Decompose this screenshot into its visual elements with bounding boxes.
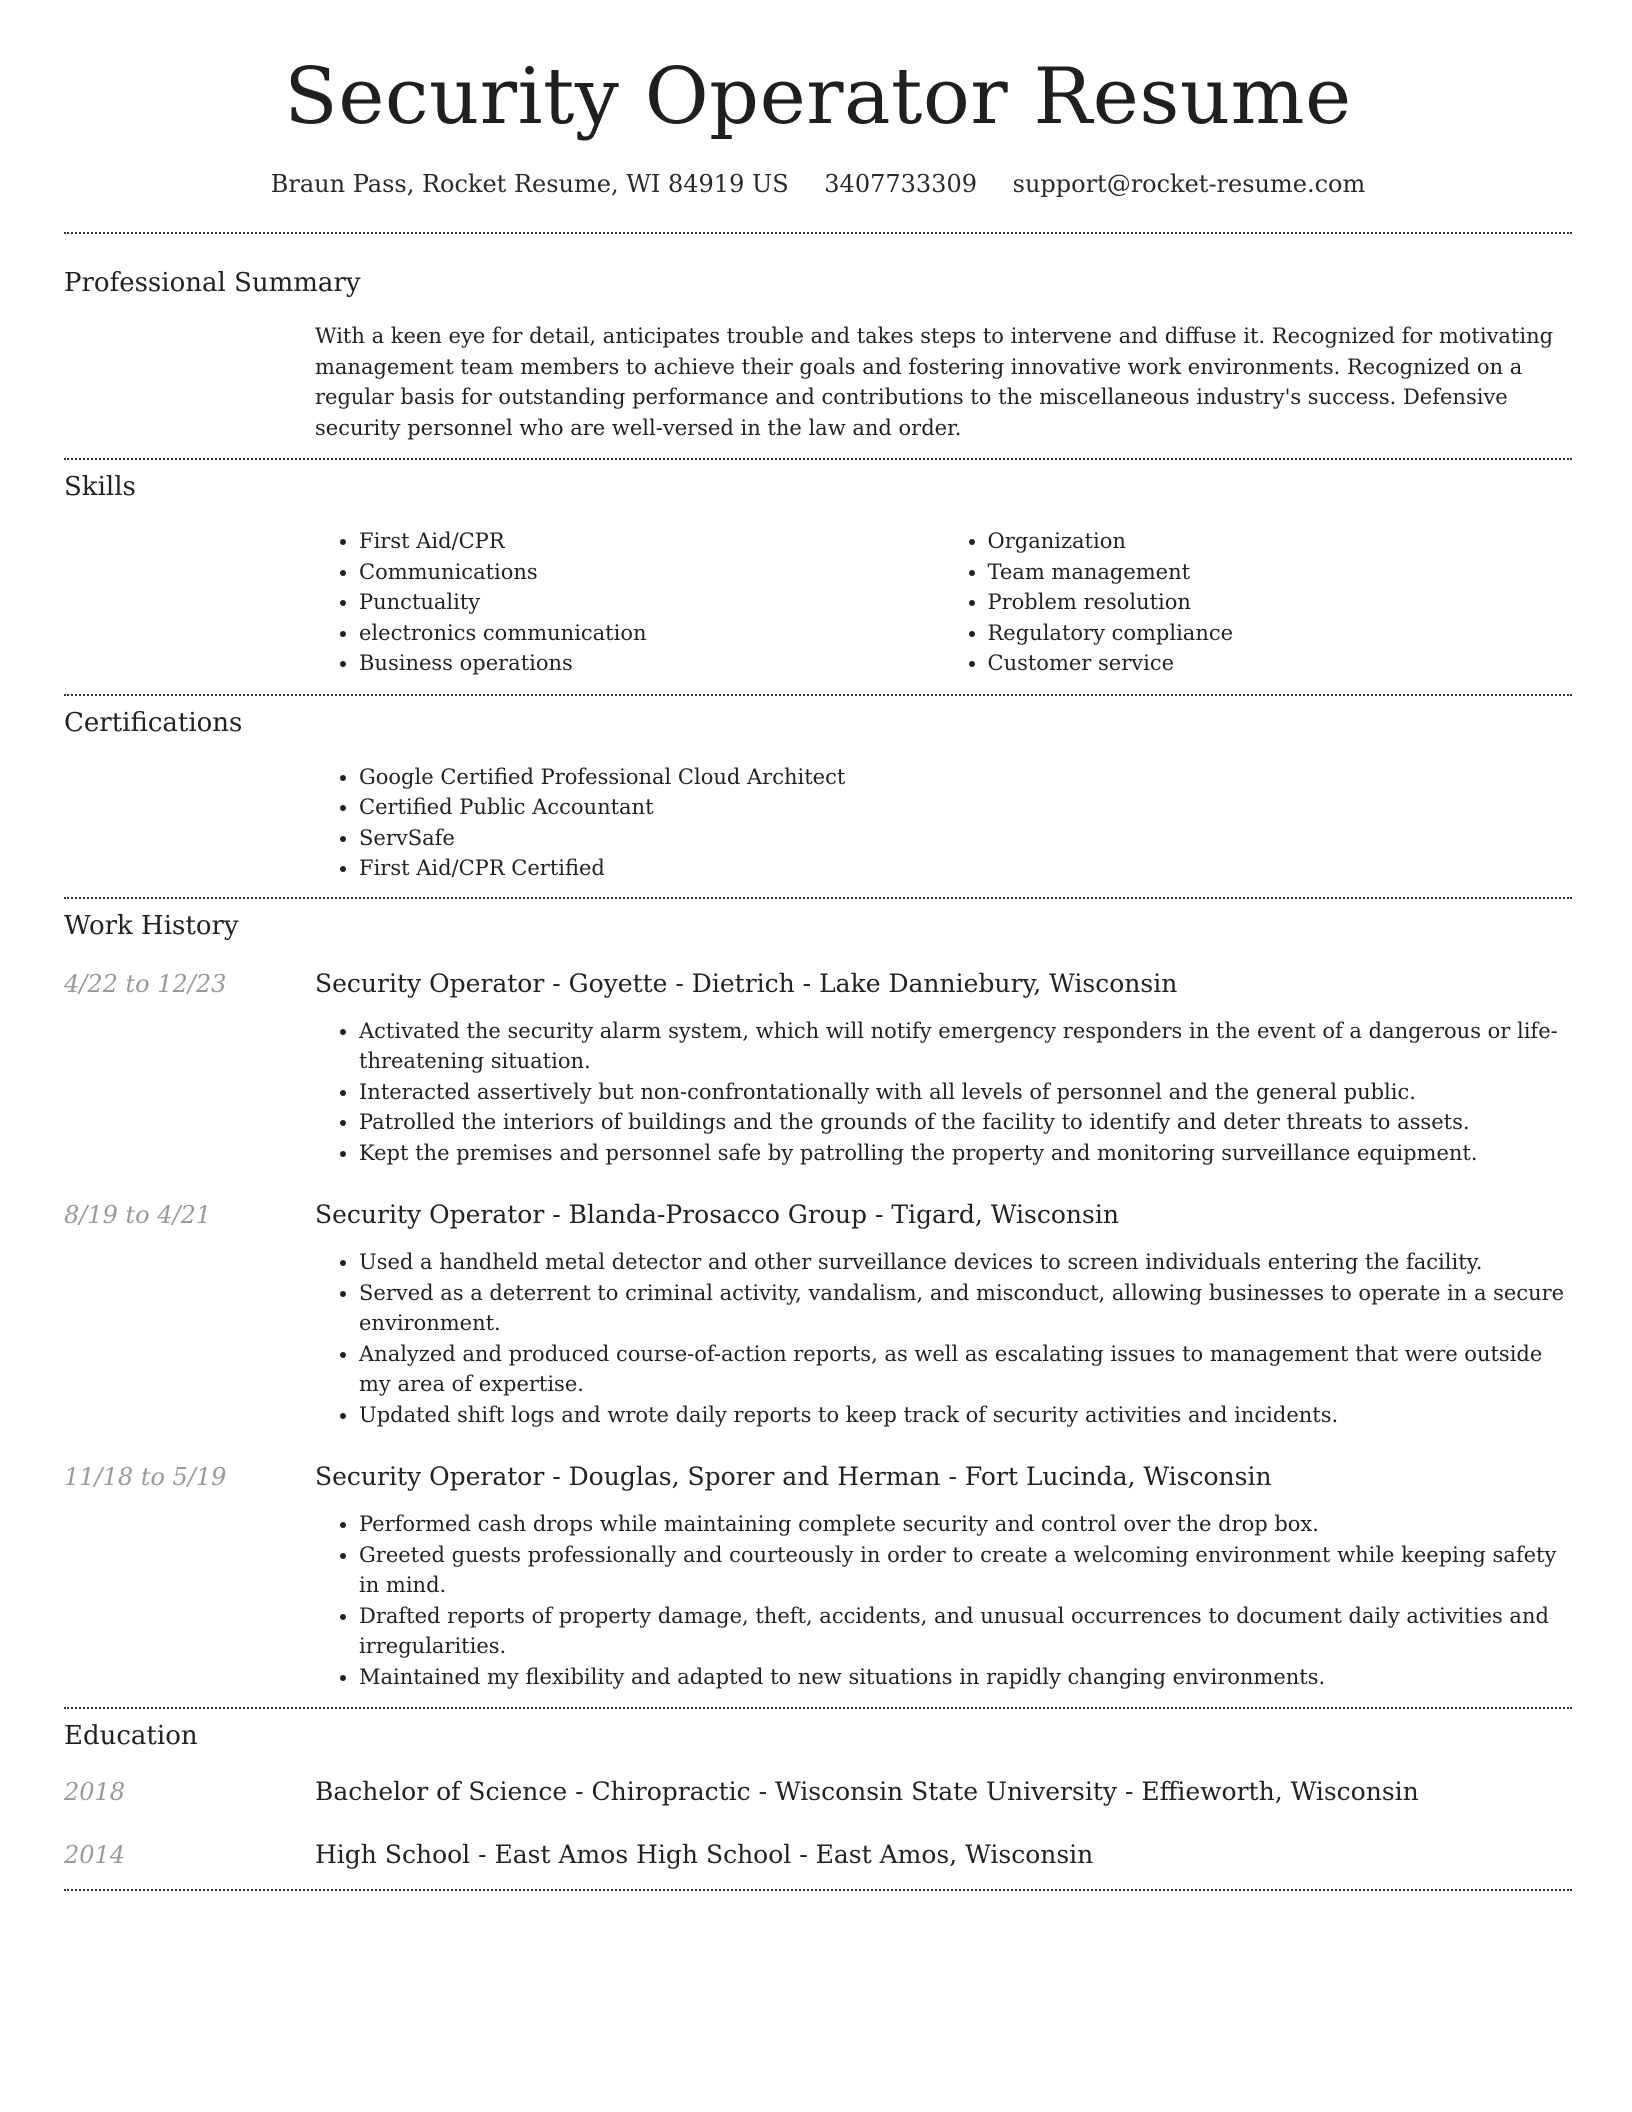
list-item: • First Aid/CPR Certified bbox=[359, 853, 1572, 884]
list-item: • Certified Public Accountant bbox=[359, 792, 1572, 823]
job-header bbox=[64, 1462, 1572, 1491]
resume-page bbox=[64, 0, 1572, 1891]
list-item: • Team management bbox=[988, 557, 1573, 588]
job-header bbox=[64, 1200, 1572, 1229]
list-item: • ServSafe bbox=[359, 823, 1572, 854]
certifications-section bbox=[64, 696, 1572, 884]
job-title bbox=[315, 969, 1177, 998]
list-item: • Activated the security alarm system, which will notify emergency responders in the event of a dangerous or life-threatening situation. bbox=[359, 1016, 1572, 1077]
skills-heading: Skills bbox=[64, 472, 136, 502]
list-item: • Business operations bbox=[359, 648, 944, 679]
job-title bbox=[315, 1200, 1119, 1229]
certifications-list bbox=[315, 762, 1572, 884]
job-employer: - Goyette - Dietrich - Lake Danniebury, Wisconsin bbox=[544, 968, 1178, 998]
job-date: 8/19 to 4/21 bbox=[64, 1201, 212, 1229]
summary-text: With a keen eye for detail, anticipates trouble and takes steps to intervene and diffuse it. Recognized for motivating management team members to achieve their goals and fostering innovative work environments. Recognized on a regular basis for outstanding performance and contributions to the miscellaneous industry's success. Defensive security personnel who are well-versed in the law and order. bbox=[315, 324, 1554, 440]
job-employer: - Blanda-Prosacco Group - Tigard, Wisconsin bbox=[544, 1200, 1119, 1229]
job-entry bbox=[64, 1200, 1572, 1430]
page-title: Security Operator Resume bbox=[284, 52, 1352, 142]
email-link[interactable]: support@rocket-resume.com bbox=[1012, 170, 1366, 198]
job-bullets bbox=[315, 1247, 1572, 1430]
education-school: - East Amos High School - East Amos, Wisconsin bbox=[470, 1840, 1094, 1869]
job-entry bbox=[64, 969, 1572, 1169]
job-date: 11/18 to 5/19 bbox=[64, 1463, 227, 1491]
list-item: • Interacted assertively but non-confrontationally with all levels of personnel and the general public. bbox=[359, 1077, 1572, 1108]
list-item: • Performed cash drops while maintaining complete security and control over the drop box. bbox=[359, 1509, 1572, 1540]
education-degree: Bachelor of Science bbox=[315, 1777, 568, 1806]
job-duties bbox=[315, 1509, 1572, 1692]
list-item: • Punctuality bbox=[359, 587, 944, 618]
contact-line bbox=[64, 170, 1572, 198]
list-item: • Customer service bbox=[988, 648, 1573, 679]
summary-heading: Professional Summary bbox=[64, 268, 361, 298]
list-item: • Organization bbox=[988, 526, 1573, 557]
list-item: • Served as a deterrent to criminal activity, vandalism, and misconduct, allowing businesses to operate in a secure environment. bbox=[359, 1278, 1572, 1339]
certifications-list-wrap bbox=[315, 762, 1572, 884]
list-item: • Updated shift logs and wrote daily reports to keep track of security activities and incidents. bbox=[359, 1400, 1572, 1431]
list-item: • Regulatory compliance bbox=[988, 618, 1573, 649]
list-item: • Maintained my flexibility and adapted to new situations in rapidly changing environments. bbox=[359, 1662, 1572, 1693]
list-item: • Google Certified Professional Cloud Architect bbox=[359, 762, 1572, 793]
job-header bbox=[64, 969, 1572, 998]
job-bullets bbox=[315, 1509, 1572, 1692]
education-heading: Education bbox=[64, 1721, 198, 1751]
list-item: • Communications bbox=[359, 557, 944, 588]
phone: 3407733309 bbox=[824, 170, 977, 198]
list-item: • First Aid/CPR bbox=[359, 526, 944, 557]
skills-grid bbox=[315, 526, 1572, 679]
certifications-heading: Certifications bbox=[64, 707, 243, 738]
education-section bbox=[64, 1709, 1572, 1869]
divider bbox=[64, 1889, 1572, 1891]
list-item: • Greeted guests professionally and courteously in order to create a welcoming environment while keeping safety in mind. bbox=[359, 1540, 1572, 1601]
skills-list-right bbox=[944, 526, 1573, 679]
list-item: • Drafted reports of property damage, theft, accidents, and unusual occurrences to document daily activities and irregularities. bbox=[359, 1601, 1572, 1662]
skills-section bbox=[64, 460, 1572, 679]
education-date: 2014 bbox=[64, 1841, 126, 1869]
list-item: • Kept the premises and personnel safe by patrolling the property and monitoring surveillance equipment. bbox=[359, 1138, 1572, 1169]
work-heading: Work History bbox=[64, 910, 239, 941]
list-item: • Analyzed and produced course-of-action reports, as well as escalating issues to management that were outside my area of expertise. bbox=[359, 1339, 1572, 1400]
job-duties bbox=[315, 1016, 1572, 1169]
job-role: Security Operator bbox=[315, 1200, 545, 1229]
work-section bbox=[64, 899, 1572, 1693]
job-date: 4/22 to 12/23 bbox=[64, 969, 227, 998]
education-date: 2018 bbox=[64, 1778, 126, 1806]
list-item: • Problem resolution bbox=[988, 587, 1573, 618]
summary-section bbox=[64, 234, 1572, 443]
education-title bbox=[315, 1777, 1419, 1806]
list-item: • electronics communication bbox=[359, 618, 944, 649]
job-employer: - Douglas, Sporer and Herman - Fort Lucinda, Wisconsin bbox=[544, 1462, 1272, 1491]
job-role: Security Operator bbox=[315, 1462, 545, 1491]
address: Braun Pass, Rocket Resume, WI 84919 US bbox=[270, 170, 789, 198]
job-entry bbox=[64, 1462, 1572, 1692]
job-bullets bbox=[315, 1016, 1572, 1169]
job-duties bbox=[315, 1247, 1572, 1430]
education-title bbox=[315, 1840, 1093, 1869]
job-role: Security Operator bbox=[315, 968, 545, 998]
education-entry bbox=[64, 1840, 1572, 1869]
skills-list-left bbox=[315, 526, 944, 679]
education-entry bbox=[64, 1777, 1572, 1806]
education-degree: High School bbox=[315, 1840, 471, 1869]
education-school: - Chiropractic - Wisconsin State University - Effieworth, Wisconsin bbox=[567, 1777, 1419, 1806]
list-item: • Used a handheld metal detector and other surveillance devices to screen individuals entering the facility. bbox=[359, 1247, 1572, 1278]
list-item: • Patrolled the interiors of buildings and the grounds of the facility to identify and deter threats to assets. bbox=[359, 1107, 1572, 1138]
job-title bbox=[315, 1462, 1272, 1491]
